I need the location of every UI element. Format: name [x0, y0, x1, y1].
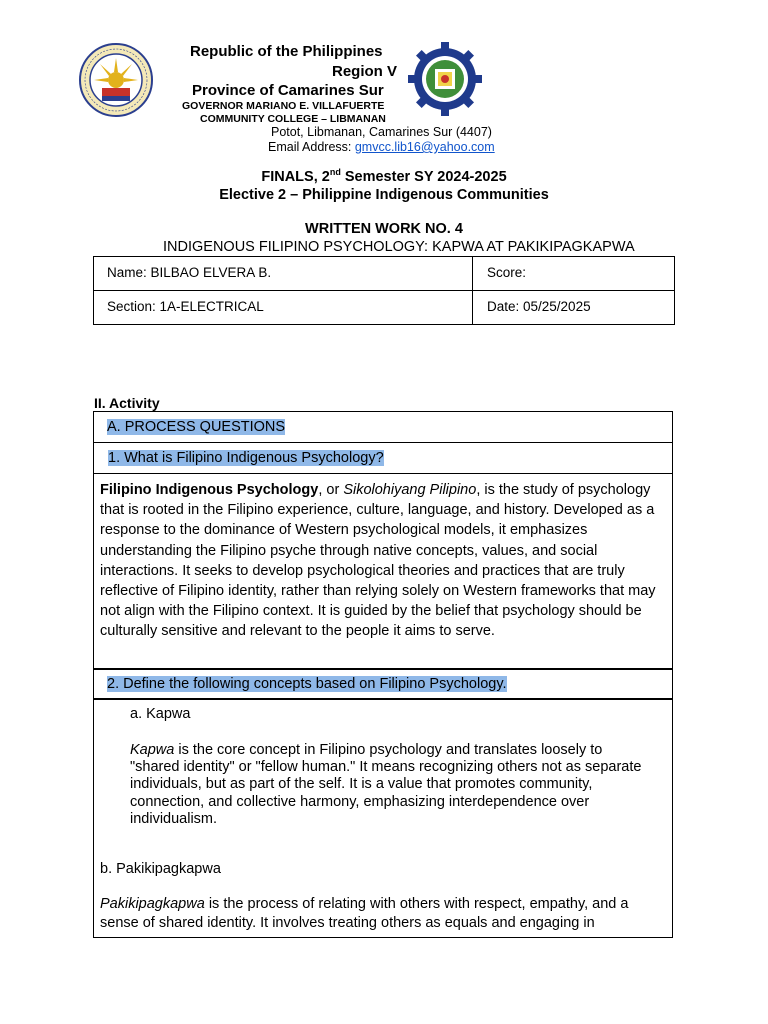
- course-title: Elective 2 – Philippine Indigenous Communities: [219, 187, 549, 203]
- header-email-line: [268, 140, 495, 154]
- date-field: Date: 05/25/2025: [487, 299, 591, 314]
- name-field: Name: BILBAO ELVERA B.: [107, 265, 272, 280]
- concept-b-term: Pakikipagkapwa: [100, 896, 205, 912]
- row-divider: [94, 698, 672, 700]
- answer-1-rest: , is the study of psychology that is rooted in the Filipino experience, culture, language, and history. Developed as a response to the dominance of Western psychological models, it emphasizes understanding the Filipino psyche through native concepts, values, and social interactions. It seeks to develop psychological theories and practices that are truly reflective of Filipino identity, rather than relying solely on Western frameworks that may not align with the Filipino context. It is guided by the belief that psychology should be culturally sensitive and relevant to the people it aims to serve.: [100, 482, 656, 640]
- concept-a-paragraph: [130, 742, 650, 828]
- header-college-name: GOVERNOR MARIANO E. VILLAFUERTE: [182, 100, 385, 112]
- score-field: Score:: [487, 265, 527, 280]
- process-questions-heading: [107, 419, 285, 435]
- activity-heading: II. Activity: [94, 395, 160, 411]
- concept-a-label: a. Kapwa: [130, 706, 191, 722]
- concept-a-text: is the core concept in Filipino psychology and translates loosely to "shared identity" or "fellow human." It means recognizing others not as separate individuals, but as part of the self. It is a value that promotes community, connection, and collective harmony, emphasizing interdependence over individualism.: [130, 742, 642, 827]
- email-label: Email Address:: [268, 140, 355, 154]
- header-region: Region V: [332, 63, 398, 80]
- college-seal-logo: [408, 42, 482, 116]
- answer-1-term: Filipino Indigenous Psychology: [100, 482, 319, 498]
- question-1: [108, 450, 384, 466]
- finals-title-post: Semester SY 2024-2025: [340, 168, 507, 185]
- question-1-text: 1. What is Filipino Indigenous Psychology?: [108, 450, 384, 466]
- ched-seal-logo: [78, 42, 154, 118]
- activity-box: [93, 411, 673, 938]
- header-province: Province of Camarines Sur: [192, 82, 384, 99]
- concept-a-term: Kapwa: [130, 742, 175, 758]
- email-link[interactable]: gmvcc.lib16@yahoo.com: [354, 140, 495, 154]
- finals-title-sup: nd: [329, 167, 341, 177]
- concept-b-paragraph: [100, 895, 670, 932]
- student-info-table: [93, 256, 675, 325]
- process-heading-text: A. PROCESS QUESTIONS: [107, 419, 286, 435]
- table-divider-horizontal: [94, 290, 674, 291]
- finals-title-pre: FINALS, 2: [261, 168, 330, 185]
- answer-1-or: , or: [318, 482, 344, 498]
- question-2-text: 2. Define the following concepts based on Filipino Psychology.: [107, 676, 507, 692]
- section-field: Section: 1A-ELECTRICAL: [107, 299, 264, 314]
- row-divider: [94, 668, 672, 670]
- finals-title: [0, 167, 768, 185]
- row-divider: [94, 442, 672, 443]
- row-divider: [94, 473, 672, 474]
- written-work-title: WRITTEN WORK NO. 4: [305, 221, 463, 237]
- concept-b-text: is the process of relating with others with respect, empathy, and a sense of shared identity. It involves treating others as equals and engaging in: [100, 896, 629, 931]
- header-republic: Republic of the Philippines: [190, 43, 383, 60]
- topic-title: INDIGENOUS FILIPINO PSYCHOLOGY: KAPWA AT PAKIKIPAGKAPWA: [163, 239, 635, 255]
- header-college-type: COMMUNITY COLLEGE – LIBMANAN: [200, 113, 386, 125]
- concept-b-label: b. Pakikipagkapwa: [100, 861, 221, 877]
- answer-1-paragraph: [100, 480, 666, 642]
- header-address: Potot, Libmanan, Camarines Sur (4407): [271, 125, 492, 139]
- answer-1-alt-term: Sikolohiyang Pilipino: [343, 482, 477, 498]
- question-2: [107, 676, 507, 692]
